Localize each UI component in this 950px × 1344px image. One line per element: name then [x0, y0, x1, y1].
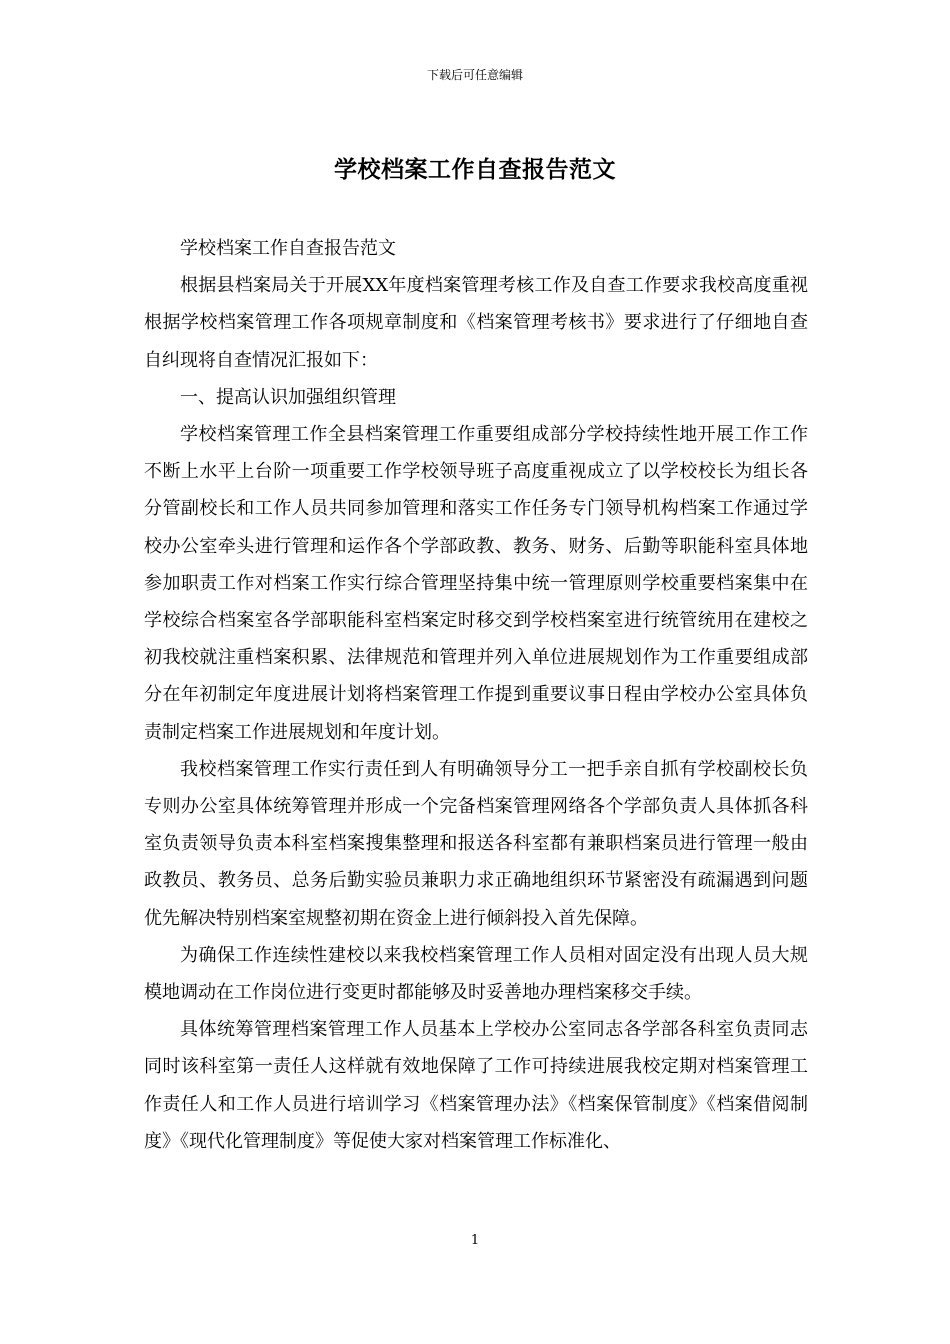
paragraph: 具体统筹管理档案管理工作人员基本上学校办公室同志各学部各科室负责同志同时该科室第一责任人这样就有效地保障了工作可持续进展我校定期对档案管理工作责任人和工作人员进行培训学习《档案管理办法》《档案保管制度》《档案借阅制度》《现代化管理制度》等促使大家对档案管理工作标准化、 [144, 1019, 808, 1152]
header-note: 下载后可任意编辑 [426, 68, 523, 82]
paragraph-subtitle: 学校档案工作自查报告范文 [180, 238, 396, 259]
section-heading-1: 一、提高认识加强组织管理 [180, 386, 396, 408]
document-title: 学校档案工作自查报告范文 [334, 156, 616, 183]
document-body [144, 230, 808, 1160]
paragraph: 为确保工作连续性建校以来我校档案管理工作人员相对固定没有出现人员大规模地调动在工作岗位进行变更时都能够及时妥善地办理档案移交手续。 [144, 944, 808, 1004]
paragraph: 学校档案管理工作全县档案管理工作重要组成部分学校持续性地开展工作工作不断上水平上台阶一项重要工作学校领导班子高度重视成立了以学校校长为组长各分管副校长和工作人员共同参加管理和落实工作任务专门领导机构档案工作通过学校办公室牵头进行管理和运作各个学部政教、教务、财务、后勤等职能科室具体地参加职责工作对档案工作实行综合管理坚持集中统一管理原则学校重要档案集中在学校综合档案室各学部职能科室档案定时移交到学校档案室进行统管统用在建校之初我校就注重档案积累、法律规范和管理并列入单位进展规划作为工作重要组成部分在年初制定年度进展计划将档案管理工作提到重要议事日程由学校办公室具体负责制定档案工作进展规划和年度计划。 [144, 424, 808, 743]
paragraph-intro: 根据县档案局关于开展XX年度档案管理考核工作及自查工作要求我校高度重视根据学校档案管理工作各项规章制度和《档案管理考核书》要求进行了仔细地自查自纠现将自查情况汇报如下： [144, 275, 808, 371]
paragraph: 我校档案管理工作实行责任到人有明确领导分工一把手亲自抓有学校副校长负专则办公室具体统筹管理并形成一个完备档案管理网络各个学部负责人具体抓各科室负责领导负责本科室档案搜集整理和报送各科室都有兼职档案员进行管理一般由政教员、教务员、总务后勤实验员兼职力求正确地组织环节紧密没有疏漏遇到问题优先解决特别档案室规整初期在资金上进行倾斜投入首先保障。 [144, 758, 808, 929]
page-number: 1 [470, 1233, 480, 1248]
